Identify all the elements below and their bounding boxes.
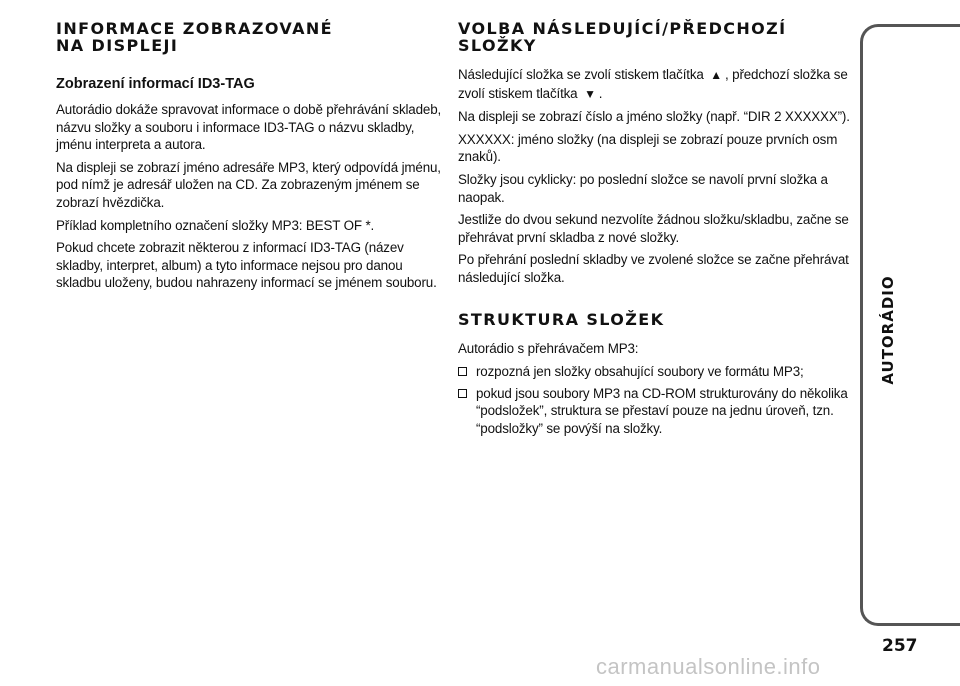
paragraph: Na displeji se zobrazí číslo a jméno složky (např. “DIR 2 XXXXXX”). xyxy=(458,109,850,125)
paragraph: Autorádio dokáže spravovat informace o době přehrávání skladeb, názvu složky a souboru i informace ID3-TAG o názvu skladby, jménu interpreta a autora. xyxy=(56,102,442,153)
paragraph: Po přehrání poslední skladby ve zvolené složce se začne přehrávat následující složka. xyxy=(458,252,849,285)
display-info-heading xyxy=(56,20,448,54)
folder-select-heading xyxy=(458,20,854,54)
paragraph: Pokud chcete zobrazit některou z informací ID3-TAG (název skladby, interpret, album) a tyto informace nejsou pro danou skladbu uloženy, budou nahrazeny informací se jménem souboru. xyxy=(56,240,437,291)
watermark: carmanualsonline.info xyxy=(596,654,821,679)
heading-line: SLOŽKY xyxy=(458,36,537,55)
side-tab-frame xyxy=(860,24,960,626)
list-item xyxy=(458,363,854,381)
paragraph: Složky jsou cyklicky: po poslední složce se navolí první složka a naopak. xyxy=(458,171,828,205)
paragraph: Na displeji se zobrazí jméno adresáře MP3, který odpovídá jménu, pod nímž je adresář uložen na CD. Za zobrazeným jménem se zobrazí hvězdička. xyxy=(56,159,441,210)
list-item-text: rozpozná jen složky obsahující soubory ve formátu MP3; xyxy=(476,364,804,380)
folder-structure-heading: STRUKTURA SLOŽEK xyxy=(458,309,665,329)
id3-tag-subheading: Zobrazení informací ID3-TAG xyxy=(56,76,255,92)
text-span: Následující složka se zvolí stiskem tlačítka xyxy=(458,67,704,82)
list-item xyxy=(458,385,854,438)
left-column xyxy=(56,20,448,297)
right-column xyxy=(458,20,854,442)
heading-line: VOLBA NÁSLEDUJÍCÍ/PŘEDCHOZÍ xyxy=(458,19,787,38)
up-arrow-icon: ▲ xyxy=(710,68,722,82)
folder-buttons-paragraph xyxy=(458,66,854,103)
text-span: , předchozí složka se zvolí stiskem tlačítka xyxy=(458,67,848,101)
text-span: . xyxy=(598,85,603,101)
heading-line: NA DISPLEJI xyxy=(56,36,179,55)
paragraph: XXXXXX: jméno složky (na displeji se zobrazí pouze prvních osm znaků). xyxy=(458,131,838,165)
checkbox-bullet-icon xyxy=(458,367,467,376)
bullet-list xyxy=(458,363,854,437)
down-arrow-icon: ▼ xyxy=(584,86,596,101)
paragraph: Příklad kompletního označení složky MP3: BEST OF *. xyxy=(56,217,375,233)
page-number: 257 xyxy=(882,636,918,656)
side-tab-label: AUTORÁDIO xyxy=(879,275,897,385)
list-item-text: pokud jsou soubory MP3 na CD-ROM strukturovány do několika “podsložek”, struktura se přestaví pouze na jednu úroveň, tzn. “podsložky” se povýší na složky. xyxy=(476,385,848,436)
checkbox-bullet-icon xyxy=(458,389,467,398)
heading-line: INFORMACE ZOBRAZOVANÉ xyxy=(56,19,334,38)
paragraph: Autorádio s přehrávačem MP3: xyxy=(458,340,639,356)
paragraph: Jestliže do dvou sekund nezvolíte žádnou složku/skladbu, začne se přehrávat první skladba z nové složky. xyxy=(458,212,849,245)
